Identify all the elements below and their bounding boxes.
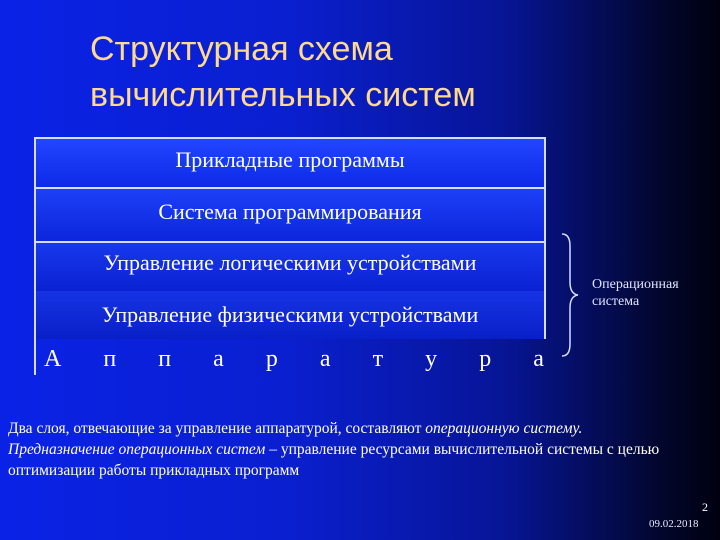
os-label-line-2: система [592,294,640,309]
description-italic-2: Предназначение операционных систем [8,441,266,458]
layer-programming-system: Система программирования [36,189,546,243]
description-plain-2: – управление ресурсами вычислительной системы с целью оптимизации работы прикладных программ [8,441,660,479]
description-paragraph-1 [8,418,708,439]
layer-hardware [44,346,544,380]
description-plain-1: Два слоя, отвечающие за управление аппаратурой, составляют [8,420,426,437]
curly-brace-icon [560,232,580,358]
layer-application-programs: Прикладные программы [36,139,546,189]
description-text [8,418,708,481]
slide-title [90,26,630,118]
hardware-letter: р [265,346,278,372]
os-label-line-1: Операционная [592,277,679,292]
os-label [592,276,679,310]
hardware-letter: а [533,346,544,372]
layer-diagram [34,137,546,375]
layer-physical-device-control: Управление физическими устройствами [36,291,546,339]
slide-date: 09.02.2018 [649,518,699,530]
title-line-1: Структурная схема [90,30,393,68]
title-line-2: вычислительных систем [90,76,476,114]
page-number: 2 [702,500,708,514]
hardware-letter: а [319,346,331,372]
description-paragraph-2 [8,439,708,481]
hardware-letter: у [425,346,438,372]
layer-logical-device-control: Управление логическими устройствами [36,243,546,291]
hardware-letter: А [44,346,62,372]
hardware-letter: п [158,346,172,372]
hardware-letter: а [213,346,224,372]
hardware-letter: т [372,346,384,372]
hardware-letter: п [103,346,117,372]
hardware-letter: р [479,346,492,372]
description-italic-1: операционную систему. [425,420,583,437]
